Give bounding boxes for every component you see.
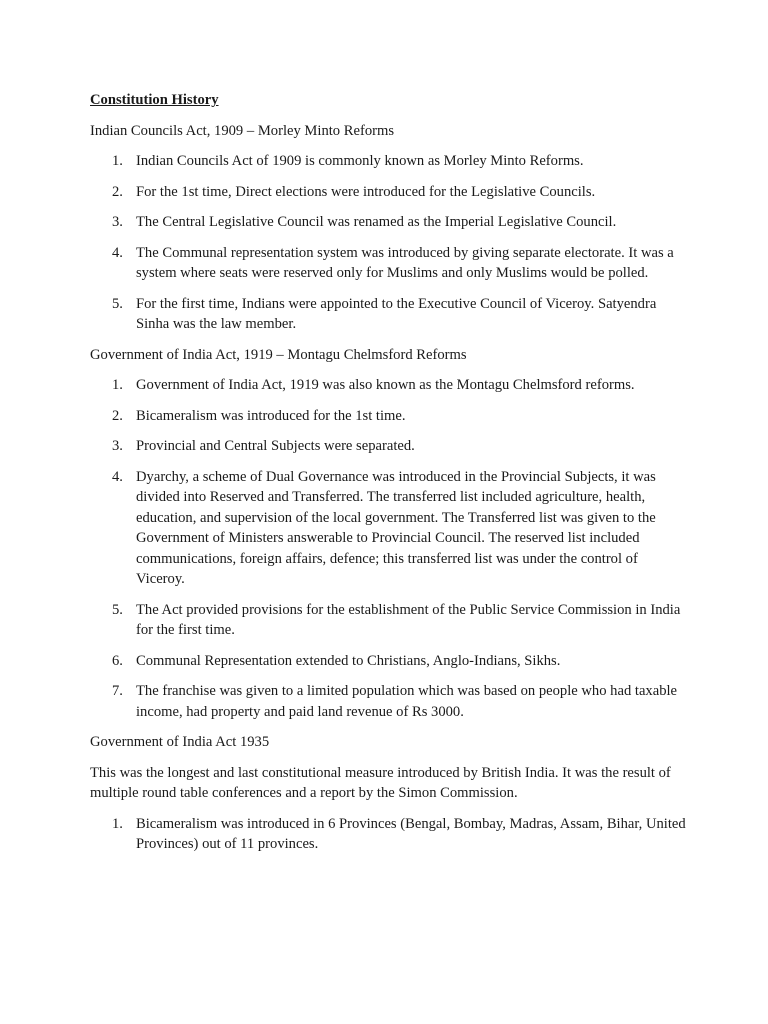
list-number: 5. xyxy=(112,295,123,312)
list-number: 1. xyxy=(112,815,123,832)
list-item-text: For the 1st time, Direct elections were introduced for the Legislative Councils. xyxy=(136,183,596,200)
list-item-text: For the first time, Indians were appointed to the Executive Council of Viceroy. Satyendra Sinha was the law member. xyxy=(136,295,657,332)
list-item-text: The Act provided provisions for the establishment of the Public Service Commission in India for the first time. xyxy=(136,601,681,638)
list-number: 4. xyxy=(112,244,123,261)
list-item xyxy=(90,375,690,396)
list-item-text: The Communal representation system was introduced by giving separate electorate. It was a system where seats were reserved only for Muslims and only Muslims would be polled. xyxy=(136,244,674,281)
list-item xyxy=(90,814,690,855)
section-paragraph-1935: This was the longest and last constitutional measure introduced by British India. It was the result of multiple round table conferences and a report by the Simon Commission. xyxy=(90,764,671,801)
list-item-text: The Central Legislative Council was renamed as the Imperial Legislative Council. xyxy=(136,214,617,230)
list-item xyxy=(90,212,690,233)
list-item xyxy=(90,406,690,427)
list-number: 3. xyxy=(112,438,123,454)
list-number: 1. xyxy=(112,153,123,169)
list-item xyxy=(90,467,690,590)
list-item xyxy=(90,294,690,335)
list-1909 xyxy=(90,151,690,335)
section-heading-1919: Government of India Act, 1919 – Montagu Chelmsford Reforms xyxy=(90,346,467,363)
list-number: 3. xyxy=(112,214,123,230)
list-number: 6. xyxy=(112,652,123,669)
list-number: 2. xyxy=(112,183,123,200)
document-title: Constitution History xyxy=(90,92,219,108)
list-item-text: Bicameralism was introduced for the 1st time. xyxy=(136,407,406,424)
list-item xyxy=(90,243,690,284)
list-number: 5. xyxy=(112,601,123,618)
list-number: 2. xyxy=(112,407,123,424)
list-item xyxy=(90,681,690,722)
section-heading-1909: Indian Councils Act, 1909 – Morley Minto Reforms xyxy=(90,122,395,139)
list-number: 1. xyxy=(112,377,123,393)
list-1935 xyxy=(90,814,690,855)
list-item-text: Indian Councils Act of 1909 is commonly known as Morley Minto Reforms. xyxy=(136,153,584,169)
list-item xyxy=(90,651,690,672)
list-item-text: Dyarchy, a scheme of Dual Governance was introduced in the Provincial Subjects, it was divided into Reserved and Transferred. The transferred list included agriculture, health, education, and supervision of the local government. The Transferred list was given to the Government of Ministers answerable to Provincial Council. The reserved list included communications, foreign affairs, defence; this transferred list was under the control of Viceroy. xyxy=(136,468,656,587)
list-item-text: Bicameralism was introduced in 6 Provinces (Bengal, Bombay, Madras, Assam, Bihar, United Provinces) out of 11 provinces. xyxy=(136,815,686,852)
list-item-text: Provincial and Central Subjects were separated. xyxy=(136,438,415,454)
list-item xyxy=(90,182,690,203)
list-number: 4. xyxy=(112,468,123,485)
list-item xyxy=(90,600,690,641)
list-number: 7. xyxy=(112,683,123,699)
list-item-text: Government of India Act, 1919 was also known as the Montagu Chelmsford reforms. xyxy=(136,377,635,393)
list-item xyxy=(90,436,690,457)
list-item-text: Communal Representation extended to Christians, Anglo-Indians, Sikhs. xyxy=(136,652,561,669)
list-item-text: The franchise was given to a limited population which was based on people who had taxable income, had property and paid land revenue of Rs 3000. xyxy=(136,683,678,720)
document-page xyxy=(90,90,690,865)
list-1919 xyxy=(90,375,690,722)
list-item xyxy=(90,151,690,172)
section-heading-1935: Government of India Act 1935 xyxy=(90,734,270,750)
